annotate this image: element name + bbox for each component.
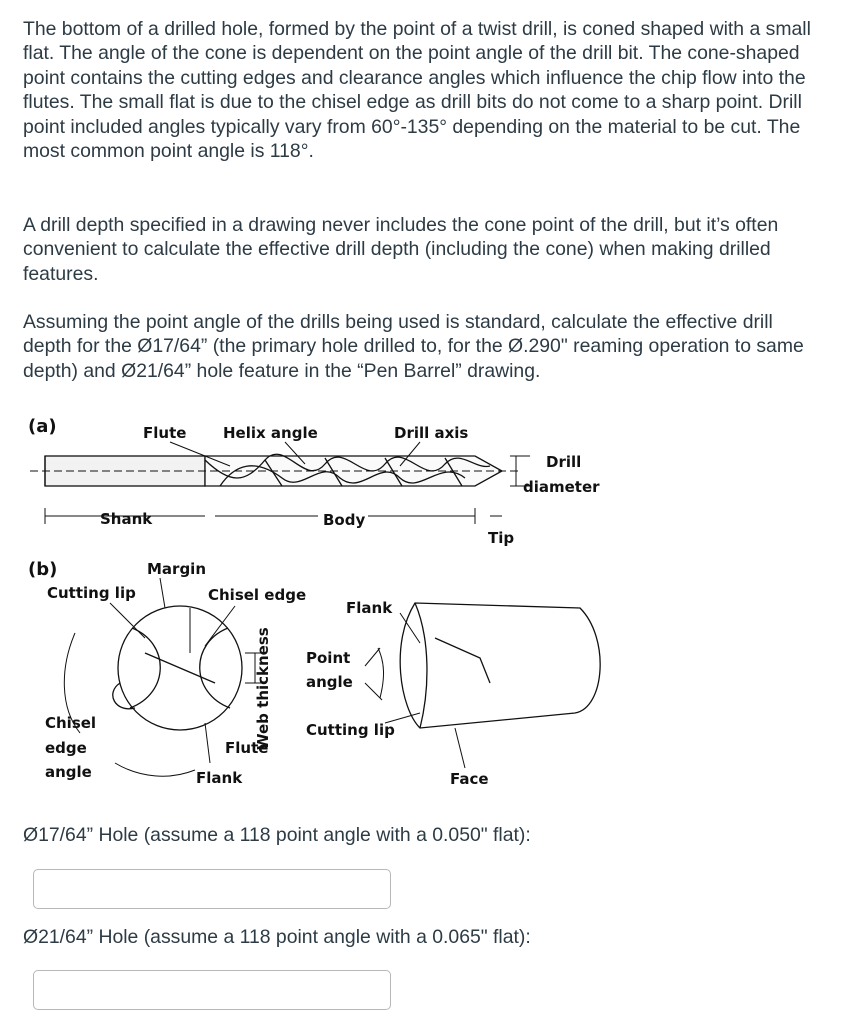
- chisel-label: Chisel: [45, 714, 97, 732]
- question-17-64-label: Ø17/64” Hole (assume a 118 point angle with a 0.050" flat):: [23, 824, 531, 846]
- body-label: Body: [323, 511, 366, 529]
- answer-input-21-64[interactable]: [33, 970, 391, 1010]
- tip-label: Tip: [488, 529, 515, 547]
- drill-tip-perspective: [365, 603, 600, 768]
- cutting-lip-label: Cutting lip: [47, 584, 136, 602]
- answer-input-17-64[interactable]: [33, 869, 391, 909]
- part-a-label: (a): [28, 416, 57, 437]
- drill-axis-label: Drill axis: [394, 424, 469, 442]
- intro-paragraph: The bottom of a drilled hole, formed by the point of a twist drill, is coned shaped with a small flat. The angle of the cone is dependent on the point angle of the drill bit. The cone-shaped point contains the cutting edges and clearance angles which influence the chip flow into the flutes. The small flat is due to the chisel edge as drill bits do not come to a sharp point. Drill point included angles typically vary from 60°-135° depending on the material to be cut. The most common point angle is 118°.: [23, 18, 811, 163]
- helix-angle-label: Helix angle: [223, 424, 318, 442]
- cutting-lip-label-2: Cutting lip: [306, 721, 395, 739]
- angle-label: angle: [306, 673, 353, 691]
- point-label: Point: [306, 649, 351, 667]
- flank-label-bottom: Flank: [196, 769, 243, 787]
- drill-depth-paragraph: A drill depth specified in a drawing never includes the cone point of the drill, but it’s often convenient to calculate the effective drill depth (including the cone) when making drilled features.: [23, 214, 779, 285]
- diameter-label: diameter: [523, 478, 600, 496]
- face-label: Face: [450, 770, 489, 788]
- web-thickness-label: Web thickness: [254, 627, 272, 750]
- flute-label-a: Flute: [143, 424, 187, 442]
- twist-drill-diagram: [20, 408, 620, 803]
- shank-label: Shank: [100, 510, 153, 528]
- flute-label-b: Flute: [225, 739, 269, 757]
- drill-label: Drill: [546, 453, 582, 471]
- instructions-paragraph: Assuming the point angle of the drills being used is standard, calculate the effective drill depth for the Ø17/64” (the primary hole drilled to, for the Ø.290" reaming operation to same depth) and Ø21/64” hole feature in the “Pen Barrel” drawing.: [23, 311, 804, 382]
- flank-label-top: Flank: [346, 599, 393, 617]
- chisel-angle-label: angle: [45, 763, 92, 781]
- edge-label: edge: [45, 739, 87, 757]
- chisel-edge-label: Chisel edge: [208, 586, 307, 604]
- margin-label: Margin: [147, 560, 207, 578]
- question-21-64-label: Ø21/64” Hole (assume a 118 point angle with a 0.065" flat):: [23, 926, 531, 948]
- part-b-label: (b): [28, 559, 58, 580]
